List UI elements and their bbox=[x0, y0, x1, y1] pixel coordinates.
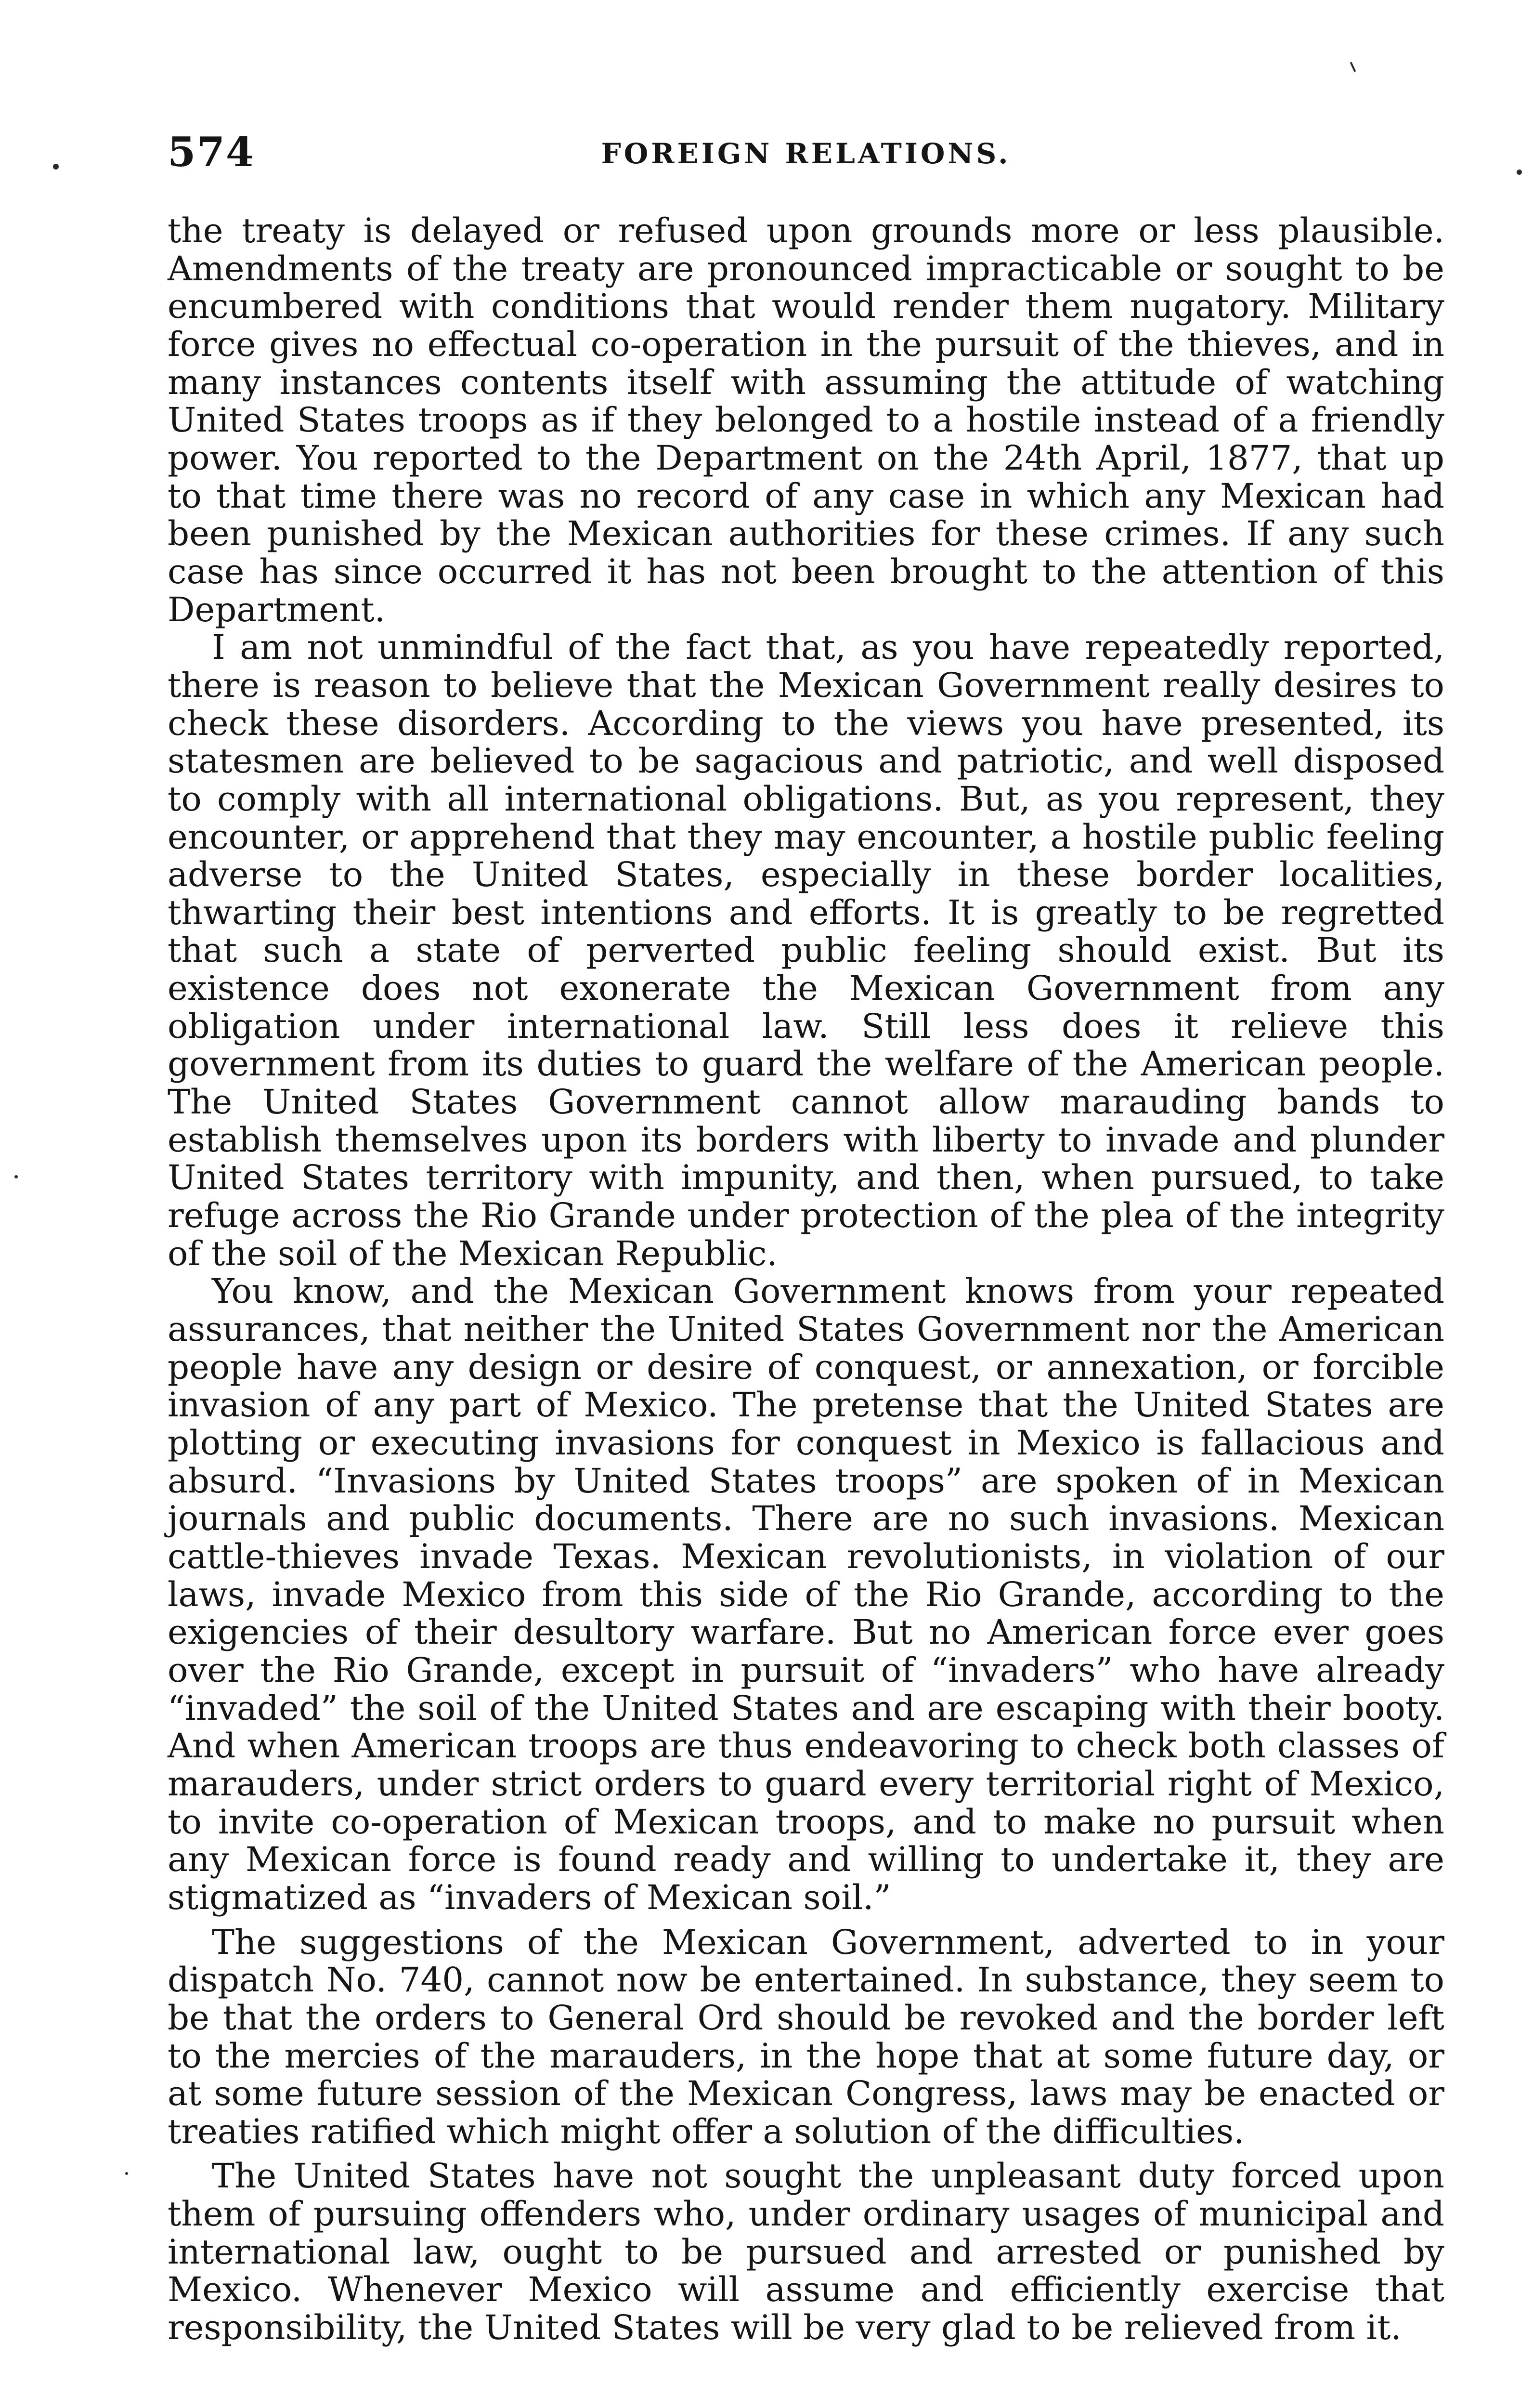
running-header bbox=[168, 129, 1444, 175]
body-text bbox=[168, 212, 1444, 2347]
running-title: FOREIGN RELATIONS. bbox=[601, 137, 1011, 170]
paragraph-4: The suggestions of the Mexican Government, adverted to in your dispatch No. 740, cannot now be entertained. In substance, they seem to be that the orders to General Ord should be revoked and the border left to the mercies of the marauders, in the hope that at some future day, or at some future session of the Mexican Congress, laws may be enacted or treaties ratified which might offer a solution of the difficulties. bbox=[168, 1922, 1444, 2151]
paragraph-2: I am not unmindful of the fact that, as you have repeatedly reported, there is reason to believe that the Mexican Government really desires to check these disorders. According to the views you have presented, its statesmen are believed to be sagacious and patriotic, and well disposed to comply with all international obligations. But, as you represent, they encounter, or apprehend that they may encounter, a hostile public feeling adverse to the United States, especially in these border localities, thwarting their best intentions and efforts. It is greatly to be regretted that such a state of perverted public feeling should exist. But its existence does not exonerate the Mexican Government from any obligation under international law. Still less does it relieve this government from its duties to guard the welfare of the American people. The United States Government cannot allow marauding bands to establish themselves upon its borders with liberty to invade and plunder United States territory with impunity, and then, when pursued, to take refuge across the Rio Grande under protection of the plea of the integrity of the soil of the Mexican Republic. bbox=[168, 628, 1444, 1273]
scan-speck bbox=[1350, 62, 1356, 72]
scan-speck bbox=[53, 164, 59, 170]
paragraph-1: the treaty is delayed or refused upon grounds more or less plausible. Amendments of the treaty are pronounced impracticable or sought to be encumbered with conditions that would render them nugatory. Military force gives no effectual co-operation in the pursuit of the thieves, and in many instances contents itself with assuming the attitude of watching United States troops as if they belonged to a hostile instead of a friendly power. You reported to the Department on the 24th April, 1877, that up to that time there was no record of any case in which any Mexican had been punished by the Mexican authorities for these crimes. If any such case has since occurred it has not been brought to the attention of this Department. bbox=[168, 211, 1444, 629]
scan-speck bbox=[1517, 170, 1522, 175]
scan-speck bbox=[14, 1175, 18, 1178]
paragraph-3: You know, and the Mexican Government knows from your repeated assurances, that neither the United States Government nor the American people have any design or desire of conquest, or annexation, or forcible invasion of any part of Mexico. The pretense that the United States are plotting or executing invasions for conquest in Mexico is fallacious and absurd. “Invasions by United States troops” are spoken of in Mexican journals and public documents. There are no such invasions. Mexican cattle-thieves invade Texas. Mexican revolutionists, in violation of our laws, invade Mexico from this side of the Rio Grande, according to the exigencies of their desultory warfare. But no American force ever goes over the Rio Grande, except in pursuit of “invaders” who have already “invaded” the soil of the United States and are escaping with their booty. And when American troops are thus endeavoring to check both classes of marauders, under strict orders to guard every territorial right of Mexico, to invite co-operation of Mexican troops, and to make no pursuit when any Mexican force is found ready and willing to undertake it, they are stigmatized as “invaders of Mexican soil.” bbox=[168, 1271, 1444, 1917]
paragraph-5: The United States have not sought the unpleasant duty forced upon them of pursuing offenders who, under ordinary usages of municipal and international law, ought to be pursued and arrested or punished by Mexico. Whenever Mexico will assume and efficiently exercise that responsibility, the United States will be very glad to be relieved from it. bbox=[168, 2156, 1444, 2348]
scan-speck bbox=[125, 2172, 128, 2175]
page-number: 574 bbox=[168, 128, 255, 176]
